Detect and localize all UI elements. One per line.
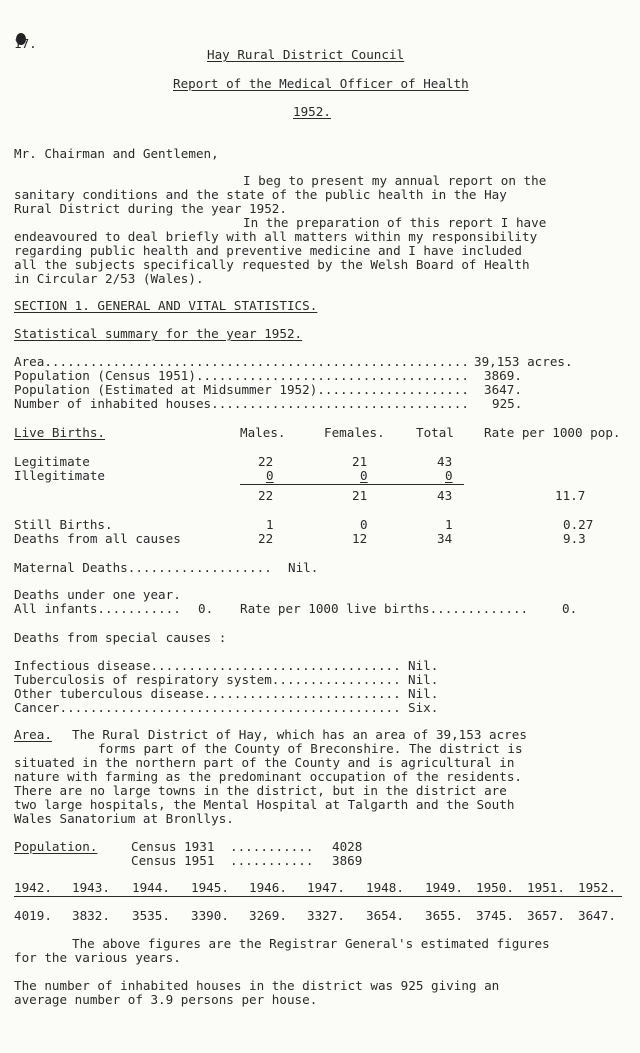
- note-line: for the various years.: [14, 950, 181, 965]
- population-cell: 4019.: [14, 908, 52, 923]
- population-cell: 3390.: [191, 908, 229, 923]
- births-cell: 22: [258, 454, 274, 469]
- intro-line: in Circular 2/53 (Wales).: [14, 271, 204, 286]
- area-line: nature with farming as the predominant occupation of the residents.: [14, 769, 522, 784]
- births-col-females: Females.: [324, 425, 385, 440]
- births-col-total: Total: [416, 425, 454, 440]
- births-cell: 0.27: [563, 517, 594, 532]
- population-cell: 3655.: [425, 908, 463, 923]
- intro-line: endeavoured to deal briefly with all matters within my responsibility: [14, 229, 538, 244]
- year-cell: 1943.: [72, 880, 110, 895]
- births-cell: 43: [437, 454, 453, 469]
- area-line: There are no large towns in the district, but in the district are: [14, 783, 507, 798]
- summary-value: 39,153 acres.: [474, 354, 573, 369]
- births-cell: 0: [360, 517, 368, 532]
- births-cell: 9.3: [563, 531, 586, 546]
- births-col-rate: Rate per 1000 pop.: [484, 425, 621, 440]
- year-cell: 1948.: [366, 880, 404, 895]
- population-cell: 3327.: [307, 908, 345, 923]
- infant-rate-label: Rate per 1000 live births.............: [240, 601, 529, 616]
- special-label: Cancer.............................................: [14, 700, 401, 715]
- births-cell: 34: [437, 531, 453, 546]
- census-value: 4028: [332, 839, 363, 854]
- infant-value: 0.: [198, 601, 214, 616]
- area-line: situated in the northern part of the County and is agricultural in: [14, 755, 515, 770]
- population-cell: 3745.: [476, 908, 514, 923]
- births-cell: 11.7: [555, 488, 586, 503]
- years-rule: [14, 896, 622, 897]
- special-heading: Deaths from special causes :: [14, 630, 227, 645]
- summary-value: 3869.: [484, 368, 522, 383]
- population-cell: 3654.: [366, 908, 404, 923]
- note-line: average number of 3.9 persons per house.: [14, 992, 318, 1007]
- section-heading: SECTION 1. GENERAL AND VITAL STATISTICS.: [14, 298, 318, 313]
- note-line: The number of inhabited houses in the district was 925 giving an: [14, 978, 500, 993]
- births-row-label: Legitimate: [14, 454, 90, 469]
- area-line: forms part of the County of Breconshire. The district is: [98, 741, 523, 756]
- census-value: 3869: [332, 853, 363, 868]
- births-cell: 21: [352, 454, 368, 469]
- intro-line: all the subjects specifically requested by the Welsh Board of Health: [14, 257, 530, 272]
- year-cell: 1946.: [249, 880, 287, 895]
- year-cell: 1945.: [191, 880, 229, 895]
- births-cell: 1: [445, 517, 453, 532]
- area-heading: Area.: [14, 727, 52, 742]
- intro-line: sanitary conditions and the state of the public health in the Hay: [14, 187, 507, 202]
- intro-line: Rural District during the year 1952.: [14, 201, 287, 216]
- summary-heading: Statistical summary for the year 1952.: [14, 326, 303, 341]
- births-row-label: Still Births.: [14, 517, 113, 532]
- note-line: The above figures are the Registrar General's estimated figures: [72, 936, 550, 951]
- area-line: two large hospitals, the Mental Hospital at Talgarth and the South: [14, 797, 515, 812]
- special-label: Infectious disease.................................: [14, 658, 401, 673]
- year-cell: 1951.: [527, 880, 565, 895]
- title-report: Report of the Medical Officer of Health: [173, 76, 469, 91]
- births-row-label: Deaths from all causes: [14, 531, 181, 546]
- summary-value: 925.: [492, 396, 523, 411]
- summary-label: Population (Census 1951)....................................: [14, 368, 469, 383]
- births-cell: 22: [258, 488, 274, 503]
- year-cell: 1949.: [425, 880, 463, 895]
- births-cell: 22: [258, 531, 274, 546]
- births-total-rule: [240, 484, 464, 485]
- year-cell: 1944.: [132, 880, 170, 895]
- summary-label: Number of inhabited houses..................................: [14, 396, 469, 411]
- births-cell: 0: [266, 468, 274, 483]
- summary-label: Population (Estimated at Midsummer 1952)....................: [14, 382, 469, 397]
- births-cell: 1: [266, 517, 274, 532]
- intro-line: regarding public health and preventive medicine and I have included: [14, 243, 522, 258]
- births-col-males: Males.: [240, 425, 286, 440]
- births-cell: 12: [352, 531, 368, 546]
- births-cell: 43: [437, 488, 453, 503]
- special-label: Other tuberculous disease..........................: [14, 686, 401, 701]
- summary-value: 3647.: [484, 382, 522, 397]
- year-cell: 1952.: [578, 880, 616, 895]
- special-value: Nil.: [408, 672, 439, 687]
- births-cell: 0: [360, 468, 368, 483]
- title-council: Hay Rural District Council: [207, 47, 405, 62]
- year-cell: 1942.: [14, 880, 52, 895]
- intro-line: In the preparation of this report I have: [243, 215, 547, 230]
- area-line: Wales Sanatorium at Bronllys.: [14, 811, 234, 826]
- special-value: Six.: [408, 700, 439, 715]
- salutation: Mr. Chairman and Gentlemen,: [14, 146, 219, 161]
- births-heading: Live Births.: [14, 425, 105, 440]
- page-number: 17.: [14, 36, 37, 51]
- population-cell: 3832.: [72, 908, 110, 923]
- intro-line: I beg to present my annual report on the: [243, 173, 547, 188]
- special-value: Nil.: [408, 658, 439, 673]
- infant-label: All infants...........: [14, 601, 181, 616]
- births-cell: 21: [352, 488, 368, 503]
- year-cell: 1950.: [476, 880, 514, 895]
- population-cell: 3535.: [132, 908, 170, 923]
- census-label: Census 1931: [131, 839, 215, 854]
- population-cell: 3269.: [249, 908, 287, 923]
- special-label: Tuberculosis of respiratory system.................: [14, 672, 401, 687]
- maternal-label: Maternal Deaths...................: [14, 560, 272, 575]
- infant-heading: Deaths under one year.: [14, 587, 181, 602]
- infant-rate-value: 0.: [562, 601, 578, 616]
- census-label: Census 1951: [131, 853, 215, 868]
- area-line: The Rural District of Hay, which has an area of 39,153 acres: [72, 727, 527, 742]
- population-heading: Population.: [14, 839, 98, 854]
- population-cell: 3657.: [527, 908, 565, 923]
- population-cell: 3647.: [578, 908, 616, 923]
- births-row-label: Illegitimate: [14, 468, 105, 483]
- census-dots: ...........: [230, 839, 314, 854]
- special-value: Nil.: [408, 686, 439, 701]
- census-dots: ...........: [230, 853, 314, 868]
- year-cell: 1947.: [307, 880, 345, 895]
- maternal-value: Nil.: [288, 560, 319, 575]
- births-cell: 0: [445, 468, 453, 483]
- summary-label: Area........................................................: [14, 354, 469, 369]
- title-year: 1952.: [293, 104, 331, 119]
